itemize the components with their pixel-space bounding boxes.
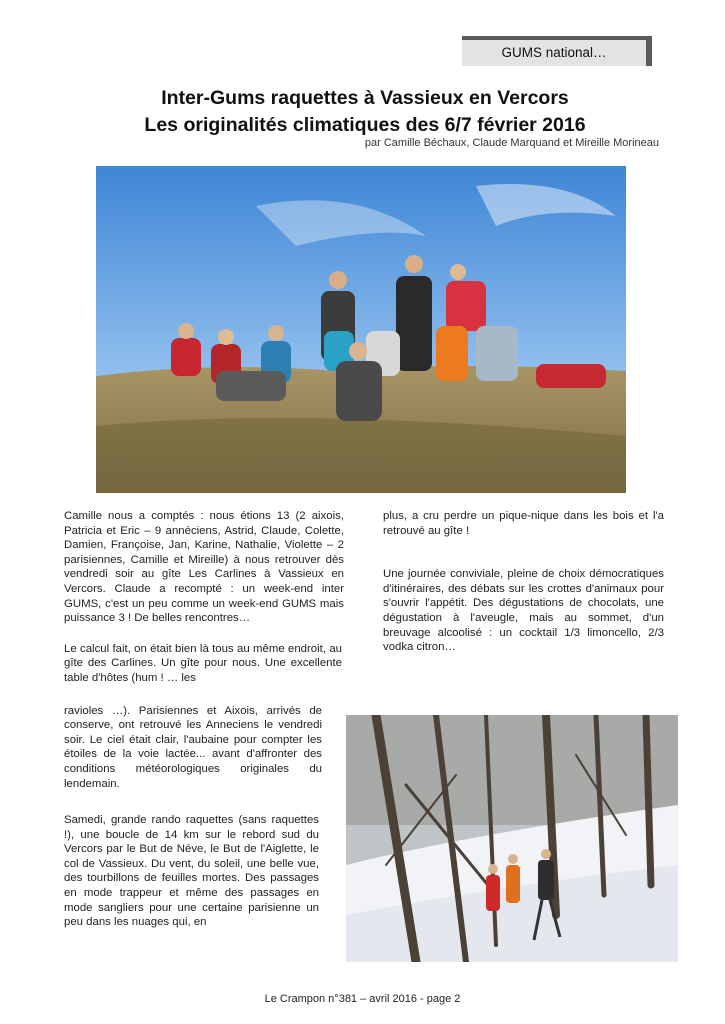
article-title-line2: Les originalités climatiques des 6/7 février 2016 [144, 114, 586, 136]
section-tab: GUMS national… [462, 36, 652, 66]
article-title-line1: Inter-Gums raquettes à Vassieux en Vercors [161, 87, 569, 109]
group-summit-photo [96, 166, 626, 493]
left-column [64, 509, 344, 930]
article-byline: par Camille Béchaux, Claude Marquand et Mireille Morineau [364, 137, 659, 149]
snowy-forest-photo [346, 715, 678, 962]
paragraph: Samedi, grande rando raquettes (sans raquettes !), une boucle de 14 km sur le rebord sud du Vercors par le But de Néve, le But de l'Aiglette, le col de Vassieux. Du vent, du soleil, une belle vue, des tourbillons de feuilles mortes. Des passages en mode trappeur et même des passages en mode sangliers pour une certaine parisienne un peu dans les nuages qui, en [64, 814, 319, 929]
paragraph: plus, a cru perdre un pique-nique dans les bois et l'a retrouvé au gîte ! [383, 510, 664, 537]
paragraph: Le calcul fait, on était bien là tous au même endroit, au gîte des Carlines. Un gîte pour nous. Une excellente table d'hôtes (hum ! … les [64, 642, 342, 684]
paragraph: ravioles …). Parisiennes et Aixois, arrivés de conserve, ont retrouvé les Anneciens le vendredi soir. Le ciel était clair, l'aubaine pour compter les étoiles de la voie lactée... avant d'affronter des conditions météorologiques originales du lendemain. [64, 704, 322, 790]
right-column [383, 509, 664, 655]
page-footer: Le Crampon n°381 – avril 2016 - page 2 [264, 993, 461, 1005]
paragraph: Camille nous a comptés : nous étions 13 (2 aixois, Patricia et Eric – 9 annéciens, Astrid, Claude, Colette, Damien, Françoise, Jan, Karine, Nathalie, Violette – 2 parisiennes, Camille et Mireille) à nous retrouver dès vendredi soir au gîte Les Carlines à Vassieux en Vercors. Claude a recompté : un week-end inter GUMS, c'est un peu comme un week-end GUMS mais puissance 3 ! De belles rencontres… [64, 510, 344, 625]
paragraph: Une journée conviviale, pleine de choix démocratiques d'itinéraires, des débats sur les crottes d'animaux pour s'ouvrir l'appétit. Des dégustations de chocolats, une dégustation à l'aveugle, mais au sommet, d'un breuvage alcoolisé : un cocktail 1/3 limoncello, 2/3 vodka citron… [383, 568, 664, 654]
